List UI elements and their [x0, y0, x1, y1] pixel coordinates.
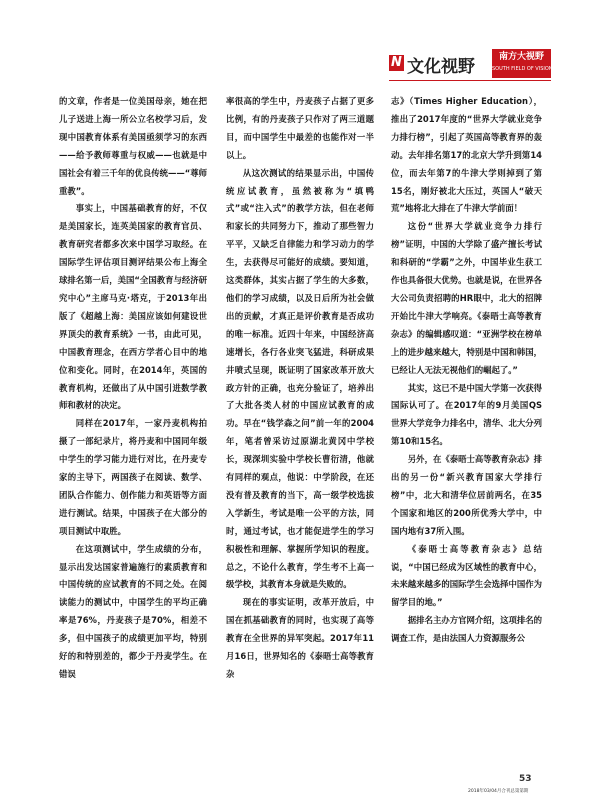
- brand-badge: [492, 49, 551, 78]
- paragraph: 据排名主办方官网介绍，这项排名的调查工作，是由法国人力资源服务公: [391, 615, 542, 644]
- paragraph: 的文章，作者是一位美国母亲，她在把儿子送进上海一所公立名校学习后，发现中国教育体系有美国亟须学习的东西——给予教师尊重与权威——也就是中国社会有着三千年的优良传统——“尊师重教”。: [59, 96, 207, 196]
- paragraph: 《泰晤士高等教育杂志》总结说，“中国已经成为区域性的教育中心，未来越来越多的国际学生会选择中国作为留学目的地。”: [391, 543, 542, 608]
- paragraph: 另外，在《泰晤士高等教育杂志》排出的另一份“新兴教育国家大学排行榜”中，北大和清华位居前两名，在35个国家和地区的200所优秀大学中，中国内地有37所入围。: [391, 454, 542, 536]
- text-column-1: [59, 93, 207, 684]
- paragraph: 其实，这已不是中国大学第一次获得国际认可了。在2017年的9月美国QS世界大学竞争力排名中，清华、北大分列第10和15名。: [391, 382, 542, 447]
- text-column-2: [226, 93, 374, 684]
- brand-name-en: SOUTH FIELD OF VISION: [492, 66, 553, 72]
- paragraph: 事实上，中国基础教育的好，不仅是美国家长，连英美国家的教育官员、教育研究者都多次来中国学习取经。在国际学生评估项目测评结果公布上海全球排名第一后，美国“全国教育与经济研究中心”主席马克·塔克，于2013年出版了《超越上海：美国应该如何建设世界顶尖的教育系统》一书，由此可见，中国教育理念，在西方学者心目中的地位和变化。同时，在2014年，英国的教育机构，还做出了从中国引进数学教师和教材的决定。: [59, 203, 207, 411]
- paragraph: 率很高的学生中，丹麦孩子占据了更多比例，有的丹麦孩子只作对了两三道题目，而中国学生中最差的也能作对一半以上。: [226, 96, 374, 160]
- paragraph: 同样在2017年，一家丹麦机构拍摄了一部纪录片，将丹麦和中国同年级中学生的学习能力进行对比，在丹麦专家的主导下，两国孩子在阅读、数学、团队合作能力、创作能力和英语等方面进行测试。结果，中国孩子在大部分的项目测试中取胜。: [59, 418, 207, 536]
- paragraph: 在这项测试中，学生成绩的分布，显示出发达国家普遍施行的素质教育和中国传统的应试教育的不同之处。在阅读能力的测试中，中国学生的平均正确率是76%，丹麦孩子是70%，相差不多，但中国孩子的成绩更加平均，特别好的和特别差的，都少于丹麦学生。在错误: [59, 543, 207, 679]
- page-number: 53: [519, 774, 532, 784]
- paragraph: 从这次测试的结果显示出，中国传统应试教育，虽然被称为“填鸭式”或“注入式”的教学方法，但在老师和家长的共同努力下，推动了那些智力平平，又缺乏自律能力和学习动力的学生，去获得尽可能好的成绩。要知道，这类群体，其实占据了学生的大多数，他们的学习成绩，以及日后所为社会做出的贡献，才真正是评价教育是否成功的唯一标准。近四十年来，中国经济高速增长，各行各业突飞猛进，科研成果井喷式呈现，既证明了国家改革开放大政方针的正确，也充分验证了，培养出了大批各类人材的中国应试教育的成功。早在“钱学森之问”前一年的2004年，笔者曾采访过原湖北黄冈中学校长，现深圳实验中学校长曹衍清，他就有同样的观点，他说：中学阶段，在还没有普及教育的当下，高一级学校选拔入学新生，考试是唯一公平的方法，同时，通过考试，也才能促进学生的学习积极性和理解、掌握所学知识的程度。总之，不论什么教育，学生考不上高一级学校，其教育本身就是失败的。: [226, 167, 374, 590]
- brand-name-cn: 南方大视野: [498, 52, 544, 62]
- section-title: 文化视野: [407, 57, 475, 77]
- header-divider: [389, 80, 551, 81]
- text-column-3: [391, 93, 542, 648]
- issue-info: 2018年03/04月合刊总第第期: [468, 789, 529, 794]
- paragraph: 志》（Times Higher Education），推出了2017年度的“世界大学就业竞争力排行榜”，引起了英国高等教育界的轰动。去年排名第17的北京大学升到第14位，而去年第7的牛津大学则掉到了第15名，刚好被北大压过，英国人“破天荒”地将北大排在了牛津大学前面！: [391, 96, 542, 214]
- magazine-logo-icon: N: [389, 55, 404, 71]
- paragraph: 这份“世界大学就业竞争力排行榜”证明，中国的大学除了盛产擅长考试和科研的“学霸”之外，中国毕业生获工作也具备很大优势。也就是说，在世界各大公司负责招聘的HR眼中，北大的招牌开始比牛津大学响亮。《泰晤士高等教育杂志》的编辑感叹道：“亚洲学校在榜单上的进步越来越大，特别是中国和韩国，已经让人无法无视他们的崛起了。”: [391, 221, 542, 375]
- section-header: [389, 49, 551, 81]
- paragraph: 现在的事实证明，改革开放后，中国在抓基础教育的同时，也实现了高等教育在全世界的异军突起。2017年11月16日，世界知名的《泰晤士高等教育杂: [226, 597, 374, 679]
